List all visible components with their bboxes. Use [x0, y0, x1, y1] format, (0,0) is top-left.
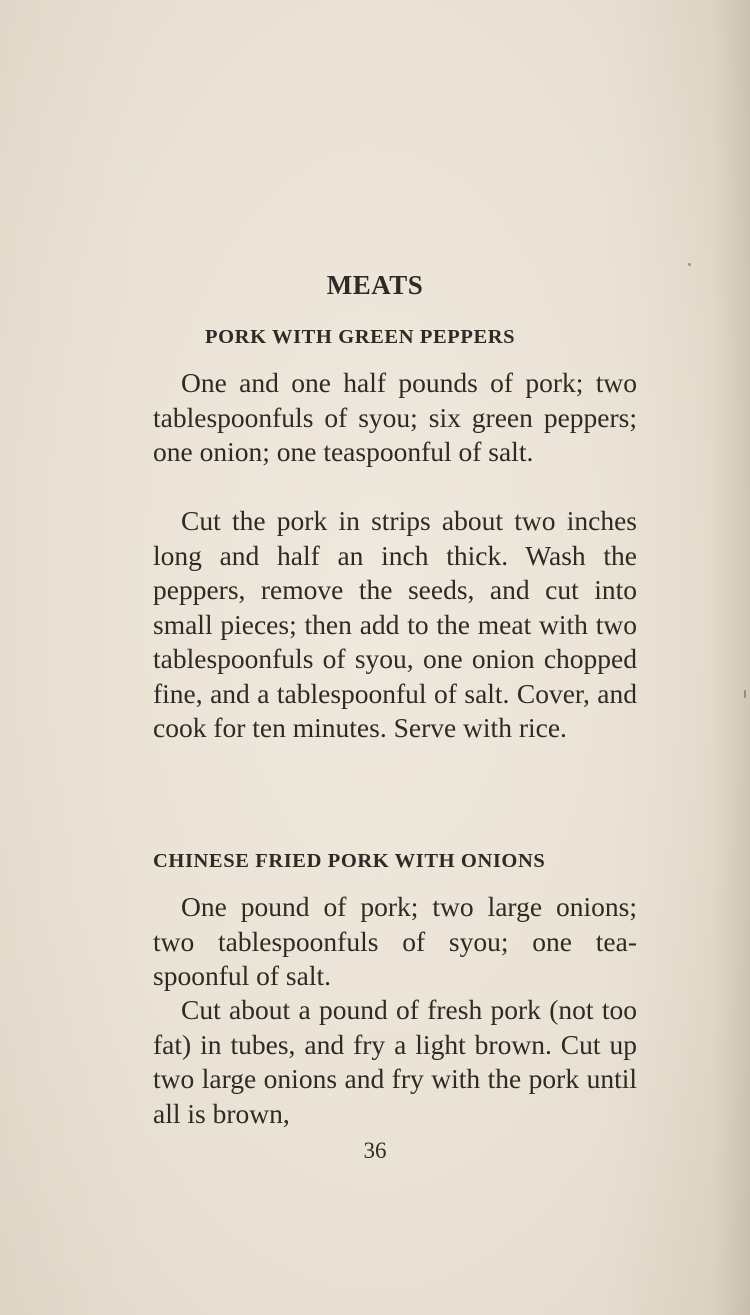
- recipe-instructions: Cut the pork in strips about two inches long and half an inch thick. Wash the peppers, remove the seeds, and cut into small pieces; then add to the meat with two tablespoonfuls of syou, one onion chopped fine, and a tablespoonful of salt. Cover, and cook for ten minutes. Serve with rice.: [153, 505, 637, 743]
- recipe-title-chinese-fried-pork: CHINESE FRIED PORK WITH ONIONS: [153, 850, 546, 872]
- page-number: 36: [363, 1138, 387, 1163]
- recipe-ingredients: One pound of pork; two large onions; two tablespoonfuls of syou; one tea- spoonful of salt.: [153, 891, 637, 991]
- paper-speck: [688, 263, 691, 266]
- paper-speck: [744, 690, 746, 698]
- recipe-ingredients: One and one half pounds of pork; two tablespoonfuls of syou; six green peppers; one onion; one teaspoonful of salt.: [153, 367, 637, 467]
- recipe-title-pork-with-green-peppers: PORK WITH GREEN PEPPERS: [205, 326, 516, 348]
- recipe-instructions: Cut about a pound of fresh pork (not too fat) in tubes, and fry a light brown. Cut up two large onions and fry with the pork until all is brown,: [153, 994, 637, 1129]
- section-title: MEATS: [326, 270, 424, 300]
